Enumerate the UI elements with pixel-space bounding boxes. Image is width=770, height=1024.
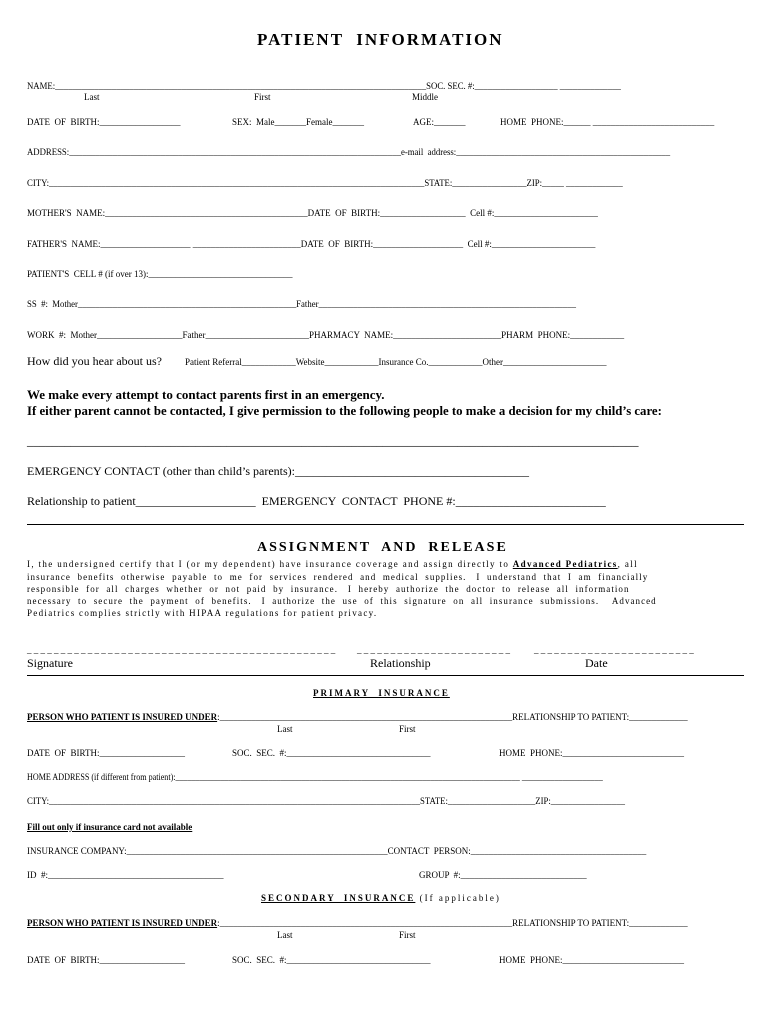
assignment-paragraph-line5: Pediatrics complies strictly with HIPAA regulations for patient privacy. bbox=[27, 608, 378, 618]
relationship-label: Relationship bbox=[370, 656, 431, 670]
date-label: Date bbox=[585, 656, 608, 670]
signature-line[interactable]: _ _ _ _ _ _ _ _ _ _ _ _ _ _ _ _ _ _ _ _ _ _ _ _ _ _ _ _ _ _ _ _ _ _ _ _ _ _ _ _ _ _ _ _ _ _ bbox=[27, 645, 336, 655]
secondary-insurance-title: SECONDARY INSURANCE (If applicable) bbox=[261, 893, 501, 903]
age-field[interactable]: AGE:_______ bbox=[413, 117, 466, 127]
home-phone-field[interactable]: HOME PHONE:______ ___________________________ bbox=[500, 117, 715, 127]
assignment-title: ASSIGNMENT AND RELEASE bbox=[257, 540, 508, 555]
primary-insurance-title: PRIMARY INSURANCE bbox=[313, 688, 450, 698]
primary-city-field[interactable]: CITY:_____________________________________________________________________________________STATE:____________________ZIP:_________________ bbox=[27, 796, 625, 806]
group-number-field[interactable]: GROUP #:____________________________ bbox=[419, 870, 587, 880]
sex-field[interactable]: SEX: Male_______Female_______ bbox=[232, 117, 364, 127]
emergency-blank-line[interactable]: __________________________________________________________________________________________________ bbox=[27, 433, 639, 448]
signature-label: Signature bbox=[27, 656, 73, 670]
address-field[interactable]: ADDRESS:____________________________________________________________________________e-mail address:_________________________________________________ bbox=[27, 147, 671, 157]
date-line[interactable]: _ _ _ _ _ _ _ _ _ _ _ _ _ _ _ _ _ _ _ _ _ _ _ _ bbox=[534, 645, 694, 655]
city-field[interactable]: CITY:______________________________________________________________________________________STATE:_________________ZIP:_____ _____________ bbox=[27, 178, 623, 188]
assignment-paragraph-line2: insurance benefits otherwise payable to me for services rendered and medical supplies. I understand that I am financially bbox=[27, 572, 649, 582]
fill-out-note: Fill out only if insurance card not available bbox=[27, 822, 193, 832]
page-title: PATIENT INFORMATION bbox=[257, 30, 504, 49]
emergency-contact-field[interactable]: EMERGENCY CONTACT (other than child’s parents):_______________________________________ bbox=[27, 464, 530, 478]
work-field[interactable]: WORK #: Mother___________________Father_______________________PHARMACY NAME:________________________PHARM PHONE:____________ bbox=[27, 330, 625, 340]
name-field[interactable]: NAME:_____________________________________________________________________________________SOC. SEC. #:___________________ ______________ bbox=[27, 81, 621, 91]
primary-dob-field[interactable]: DATE OF BIRTH:___________________ bbox=[27, 748, 185, 758]
primary-home-phone-field[interactable]: HOME PHONE:___________________________ bbox=[499, 748, 685, 758]
practice-name: Advanced Pediatrics bbox=[512, 559, 618, 569]
assignment-paragraph-line3: responsible for all charges whether or not paid by insurance. I hereby authorize the doctor to release all information bbox=[27, 584, 630, 594]
secondary-insured-row[interactable]: PERSON WHO PATIENT IS INSURED UNDER:_________________________________________________________________RELATIONSHIP TO PATIENT:_____________ bbox=[27, 918, 688, 928]
emergency-permission: If either parent cannot be contacted, I give permission to the following people to make a decision for my child’s care: bbox=[27, 403, 662, 418]
secondary-sub-first: First bbox=[399, 930, 416, 940]
ss-field[interactable]: SS #: Mother__________________________________________________Father___________________________________________________________ bbox=[27, 299, 577, 309]
secondary-insured-label: PERSON WHO PATIENT IS INSURED UNDER bbox=[27, 918, 218, 928]
secondary-home-phone-field[interactable]: HOME PHONE:___________________________ bbox=[499, 955, 685, 965]
signature-divider bbox=[27, 675, 744, 676]
patient-cell-field[interactable]: PATIENT'S CELL # (if over 13):________________________________ bbox=[27, 269, 293, 279]
name-sub-middle: Middle bbox=[412, 92, 438, 102]
primary-ssn-field[interactable]: SOC. SEC. #:________________________________ bbox=[232, 748, 431, 758]
primary-sub-first: First bbox=[399, 724, 416, 734]
id-number-field[interactable]: ID #:_______________________________________ bbox=[27, 870, 224, 880]
dob-field[interactable]: DATE OF BIRTH:__________________ bbox=[27, 117, 181, 127]
hear-question: How did you hear about us? bbox=[27, 354, 162, 368]
section-divider bbox=[27, 524, 744, 525]
assignment-paragraph-line1: I, the undersigned certify that I (or my dependent) have insurance coverage and assign directly to Advanced Pediatrics, all bbox=[27, 559, 638, 569]
secondary-ssn-field[interactable]: SOC. SEC. #:________________________________ bbox=[232, 955, 431, 965]
secondary-sub-last: Last bbox=[277, 930, 293, 940]
primary-insured-row[interactable]: PERSON WHO PATIENT IS INSURED UNDER:_________________________________________________________________RELATIONSHIP TO PATIENT:_____________ bbox=[27, 712, 688, 722]
hear-options[interactable]: Patient Referral____________Website____________Insurance Co.____________Other_______________________ bbox=[185, 357, 607, 367]
primary-insured-label: PERSON WHO PATIENT IS INSURED UNDER bbox=[27, 712, 218, 722]
father-name-field[interactable]: FATHER'S NAME:____________________ ________________________DATE OF BIRTH:____________________ Cell #:_______________________ bbox=[27, 239, 596, 249]
primary-sub-last: Last bbox=[277, 724, 293, 734]
secondary-dob-field[interactable]: DATE OF BIRTH:___________________ bbox=[27, 955, 185, 965]
mother-name-field[interactable]: MOTHER'S NAME:_____________________________________________DATE OF BIRTH:___________________ Cell #:_______________________ bbox=[27, 208, 598, 218]
relationship-line[interactable]: _ _ _ _ _ _ _ _ _ _ _ _ _ _ _ _ _ _ _ _ _ _ _ bbox=[357, 645, 510, 655]
name-sub-first: First bbox=[254, 92, 271, 102]
insurance-company-field[interactable]: INSURANCE COMPANY:__________________________________________________________CONTACT PERSON:_______________________________________ bbox=[27, 846, 647, 856]
emergency-relationship-field[interactable]: Relationship to patient____________________ EMERGENCY CONTACT PHONE #:_________________________ bbox=[27, 494, 606, 508]
assignment-paragraph-line4: necessary to secure the payment of benefits. I authorize the use of this signature on all insurance submissions. Advanced bbox=[27, 596, 657, 606]
emergency-statement: We make every attempt to contact parents first in an emergency. bbox=[27, 387, 385, 402]
name-sub-last: Last bbox=[84, 92, 100, 102]
primary-home-address-field[interactable]: HOME ADDRESS (if different from patient):_____________________________________________________________________________________ ____________________ bbox=[27, 772, 603, 782]
